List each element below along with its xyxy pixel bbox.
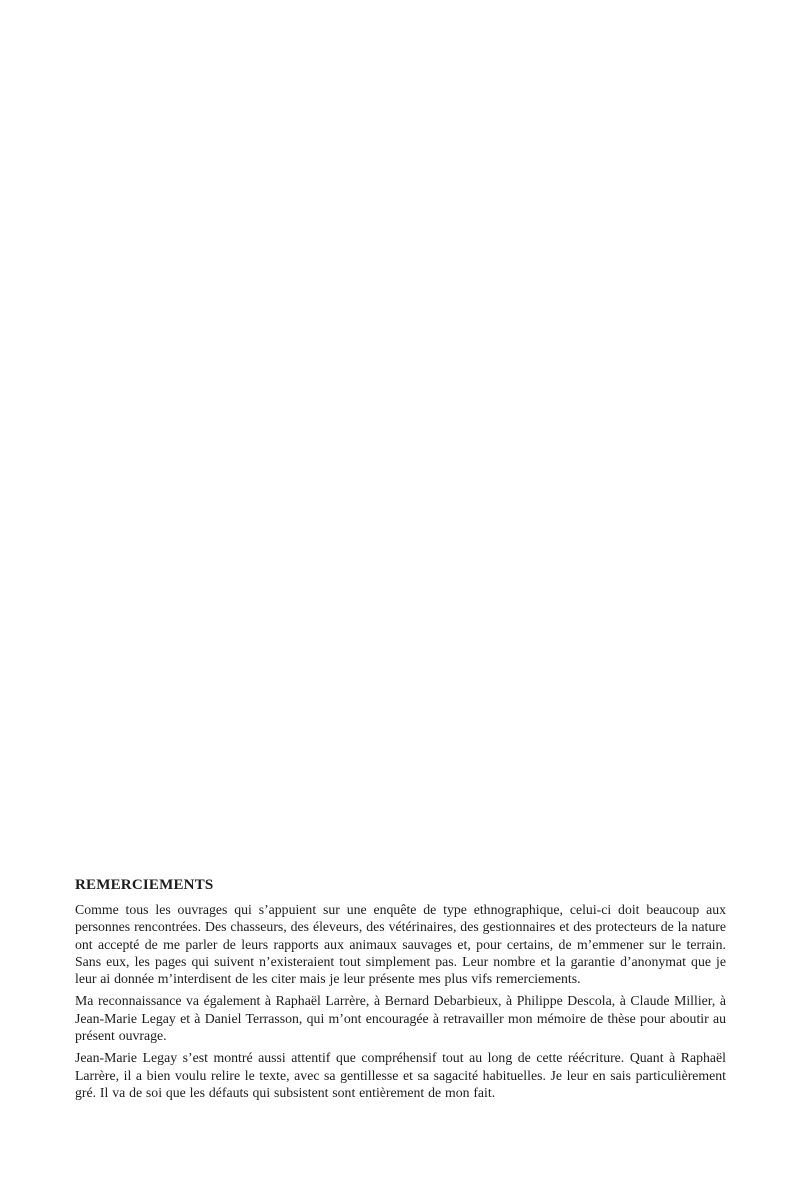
acknowledgments-heading: REMERCIEMENTS xyxy=(75,877,214,893)
document-page xyxy=(75,876,726,1101)
acknowledgments-paragraph-3: Jean-Marie Legay s’est montré aussi attentif que compréhensif tout au long de cette réécriture. Quant à Raphaël Larrère, il a bien voulu relire le texte, avec sa gentillesse et sa sagacité habituelles. Je leur en sais particulièrement gré. Il va de soi que les défauts qui subsistent sont entièrement de mon fait. xyxy=(75,1050,726,1100)
acknowledgments-paragraph-1: Comme tous les ouvrages qui s’appuient sur une enquête de type ethnographique, celui-ci doit beaucoup aux personnes rencontrées. Des chasseurs, des éleveurs, des vétérinaires, des gestionnaires et des protecteurs de la nature ont accepté de me parler de leurs rapports aux animaux sauvages et, pour certains, de m’emmener sur le terrain. Sans eux, les pages qui suivent n’existeraient tout simplement pas. Leur nombre et la garantie d’anonymat que je leur ai donnée m’interdisent de les citer mais je leur présente mes plus vifs remerciements. xyxy=(75,902,726,987)
acknowledgments-paragraph-2: Ma reconnaissance va également à Raphaël Larrère, à Bernard Debarbieux, à Philippe Descola, à Claude Millier, à Jean-Marie Legay et à Daniel Terrasson, qui m’ont encouragée à retravailler mon mémoire de thèse pour aboutir au présent ouvrage. xyxy=(75,993,726,1044)
